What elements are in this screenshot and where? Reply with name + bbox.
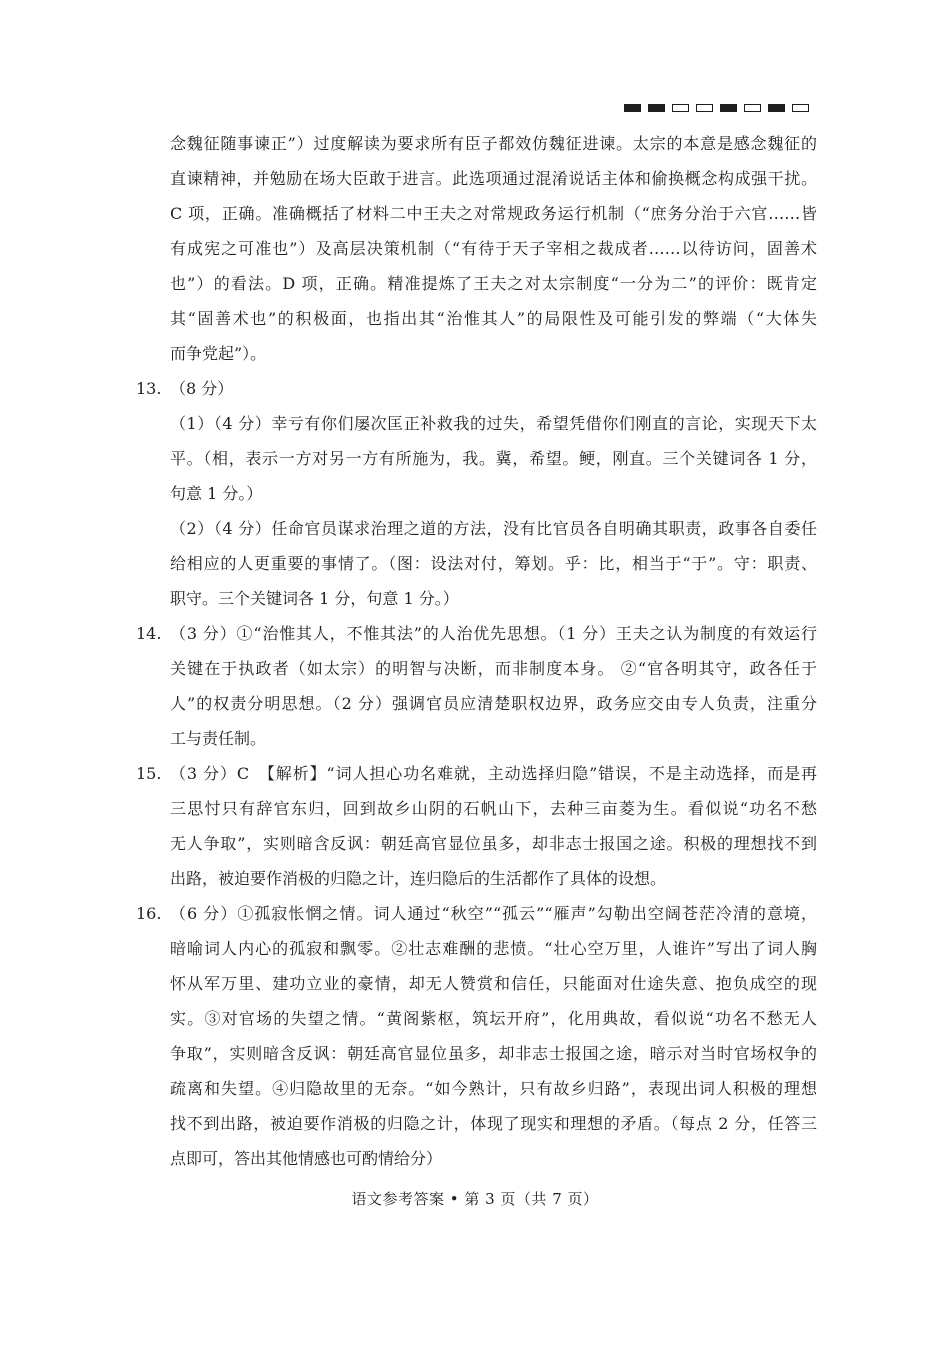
text-line: 实。③对官场的失望之情。“黄阁紫枢，筑坛开府”，化用典故，看似说“功名不愁无人 (170, 1009, 817, 1028)
text-line: C 项，正确。准确概括了材料二中王夫之对常规政务运行机制（“庶务分治于六官……皆 (170, 204, 817, 223)
question-number: 15. (136, 764, 162, 783)
header-mark (792, 104, 809, 112)
text-line: 念魏征随事谏正”）过度解读为要求所有臣子都效仿魏征进谏。太宗的本意是感念魏征的 (170, 134, 817, 153)
text-line: 争取”，实则暗含反讽：朝廷高官显位虽多，却非志士报国之途，暗示对当时官场权争的 (170, 1044, 817, 1063)
text-line: 疏离和失望。④归隐故里的无奈。“如今熟计，只有故乡归路”，表现出词人积极的理想 (170, 1079, 817, 1098)
header-mark (768, 104, 785, 112)
q12-explanation (136, 126, 817, 371)
text-line: 暗喻词人内心的孤寂和飘零。②壮志难酬的悲愤。“壮心空万里，人谁许”写出了词人胸 (170, 939, 817, 958)
text-line: 句意 1 分。） (170, 484, 263, 503)
q13-part-1 (170, 406, 817, 511)
q13-part-2 (170, 511, 817, 616)
answer-content (136, 126, 817, 1176)
text-line: 给相应的人更重要的事情了。（图：设法对付，筹划。乎：比，相当于“于”。守：职责、 (170, 554, 817, 573)
header-mark (696, 104, 713, 112)
text-line: 找不到出路，被迫要作消极的归隐之计，体现了现实和理想的矛盾。（每点 2 分，任答三 (170, 1114, 817, 1133)
text-line: 人”的权责分明思想。（2 分）强调官员应清楚职权边界，政务应交由专人负责，注重分 (170, 694, 817, 713)
page-footer: 语文参考答案 • 第 3 页（共 7 页） (351, 1190, 599, 1208)
header-mark (648, 104, 665, 112)
text-line: 关键在于执政者（如太宗）的明智与决断，而非制度本身。 ②“官各明其守，政各任于 (170, 659, 817, 678)
text-line: 工与责任制。 (170, 729, 267, 748)
text-line: （3 分）C 【解析】“词人担心功名难就，主动选择归隐”错误，不是主动选择，而是再 (170, 764, 817, 783)
header-mark (744, 104, 761, 112)
text-line: 点即可，答出其他情感也可酌情给分） (170, 1149, 443, 1168)
text-line: （1）（4 分）幸亏有你们屡次匡正补救我的过失，希望凭借你们刚直的言论，实现天下太 (170, 414, 817, 433)
header-mark (672, 104, 689, 112)
question-14 (136, 616, 817, 756)
text-line: 而争党起”）。 (170, 344, 267, 363)
text-line: 出路，被迫要作消极的归隐之计，连归隐后的生活都作了具体的设想。 (170, 869, 667, 888)
question-number: 14. (136, 624, 162, 643)
question-score: （8 分） (170, 379, 234, 398)
text-line: 无人争取”，实则暗含反讽：朝廷高官显位虽多，却非志士报国之途。积极的理想找不到 (170, 834, 817, 853)
text-line: 有成宪之可准也”）及高层决策机制（“有待于天子宰相之裁成者……以待访问，固善术 (170, 239, 817, 258)
text-line: （6 分）①孤寂怅惘之情。词人通过“秋空”“孤云”“雁声”勾勒出空阔苍茫冷清的意境， (170, 904, 817, 923)
text-line: （2）（4 分）任命官员谋求治理之道的方法，没有比官员各自明确其职责，政事各自委任 (170, 519, 817, 538)
text-line: 其“固善术也”的积极面，也指出其“治惟其人”的局限性及可能引发的弊端（“大体失 (170, 309, 817, 328)
question-number: 16. (136, 904, 162, 923)
text-line: 直谏精神，并勉励在场大臣敢于进言。此选项通过混淆说话主体和偷换概念构成强干扰。 (170, 169, 817, 188)
text-line: 也”）的看法。D 项，正确。精准提炼了王夫之对太宗制度“一分为二”的评价：既肯定 (170, 274, 817, 293)
question-13 (136, 371, 817, 616)
text-line: 平。（相，表示一方对另一方有所施为，我。冀，希望。鲠，刚直。三个关键词各 1 分， (170, 449, 817, 468)
text-line: （3 分）①“治惟其人，不惟其法”的人治优先思想。（1 分）王夫之认为制度的有效运行 (170, 624, 817, 643)
question-15 (136, 756, 817, 896)
header-marks (624, 104, 809, 112)
question-number: 13. (136, 379, 162, 398)
text-line: 三思忖只有辞官东归，回到故乡山阴的石帆山下，去种三亩菱为生。看似说“功名不愁 (170, 799, 817, 818)
question-16 (136, 896, 817, 1176)
header-mark (624, 104, 641, 112)
header-mark (720, 104, 737, 112)
text-line: 怀从军万里、建功立业的豪情，却无人赞赏和信任，只能面对仕途失意、抱负成空的现 (170, 974, 817, 993)
text-line: 职守。三个关键词各 1 分，句意 1 分。） (170, 589, 459, 608)
